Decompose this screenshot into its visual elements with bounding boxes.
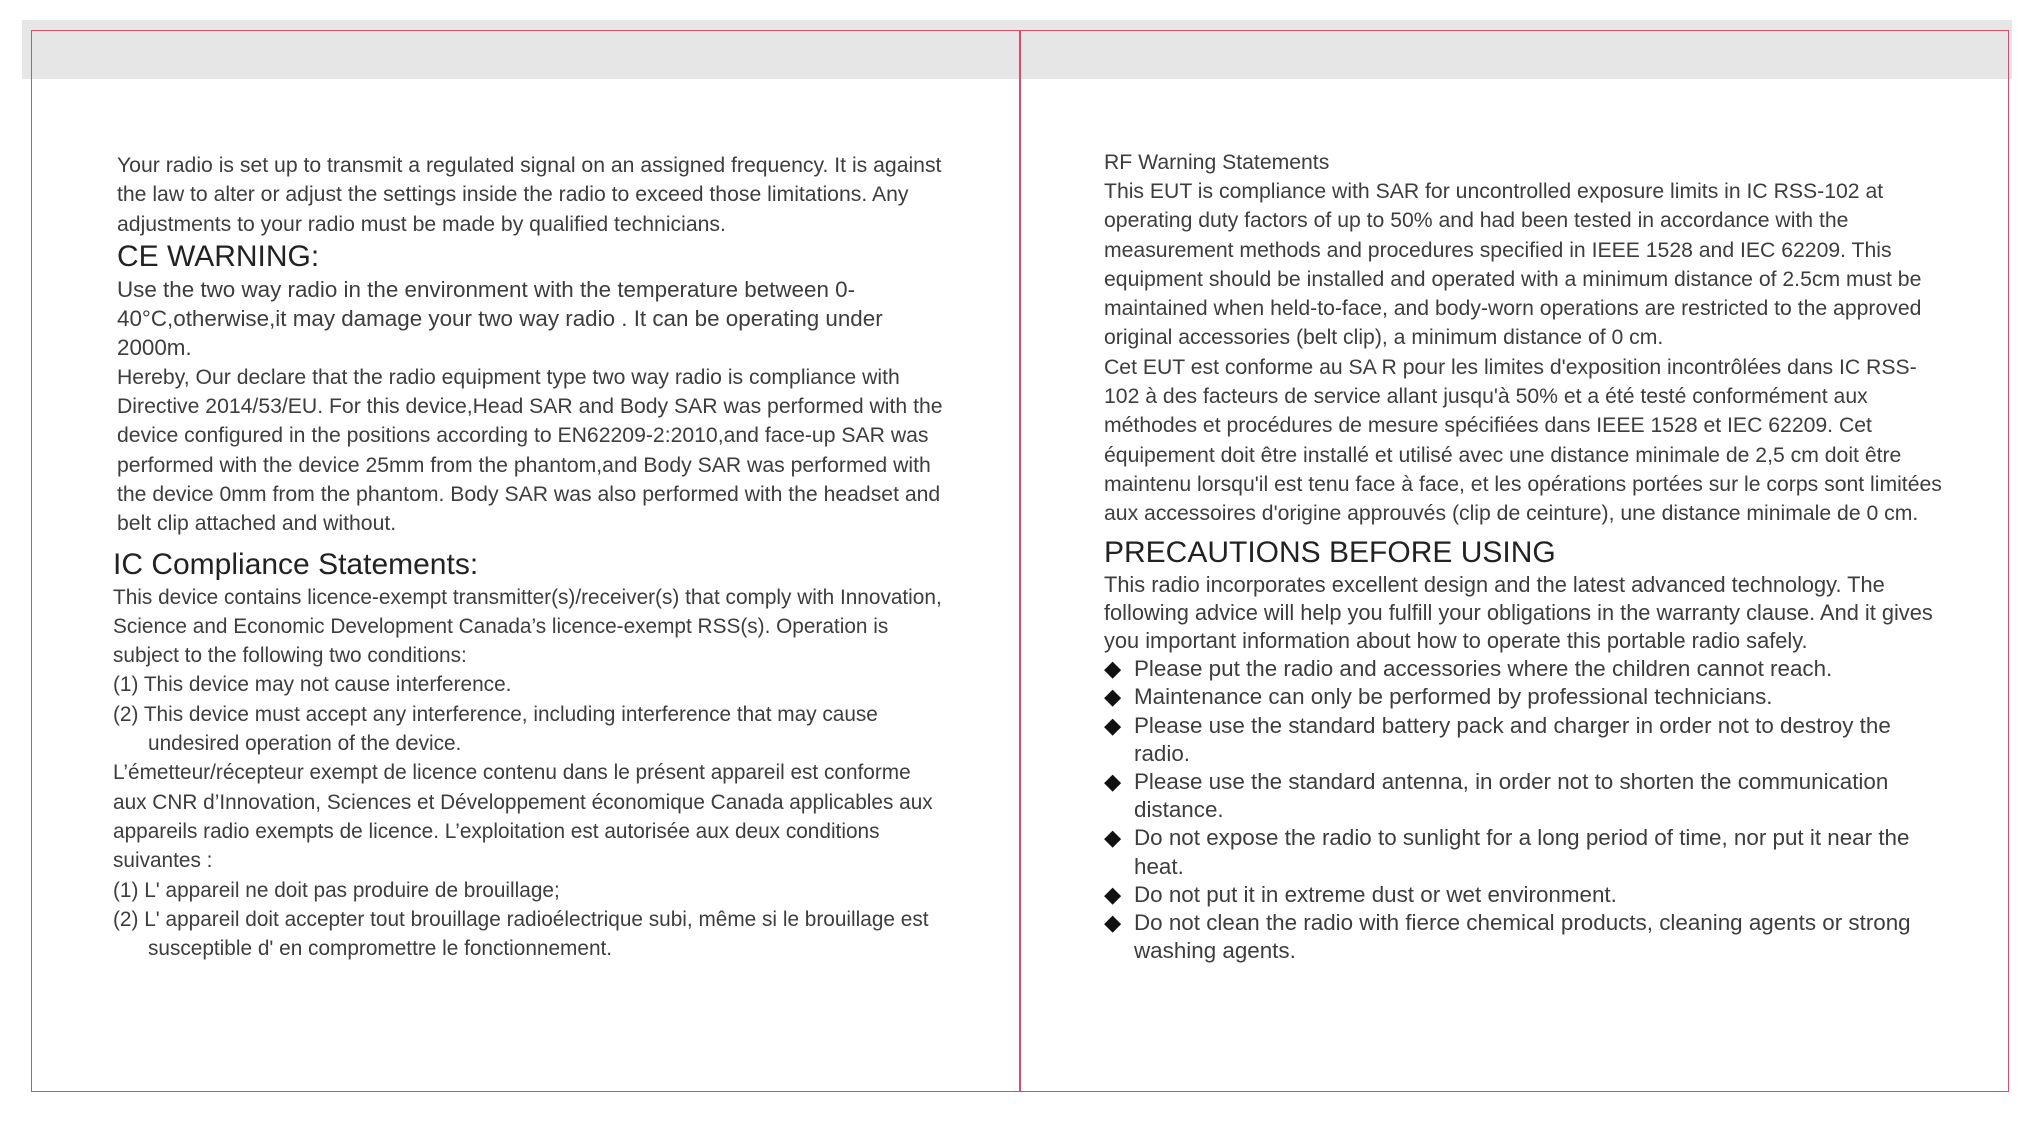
list-item: ◆ Do not expose the radio to sunlight for a long period of time, nor put it near the heat. <box>1104 825 1910 879</box>
list-item: ◆ Maintenance can only be performed by professional technicians. <box>1104 683 1944 711</box>
left-page-content <box>113 151 947 963</box>
precautions-intro: This radio incorporates excellent design and the latest advanced technology. The following advice will help you fulfill your obligations in the warranty clause. And it gives you important information about how to operate this portable radio safely. <box>1104 571 1933 653</box>
diamond-bullet-icon: ◆ <box>1104 684 1122 710</box>
ce-temperature-paragraph: Use the two way radio in the environment with the temperature between 0-40°C,otherwise,it may damage your two way radio . It can be operating under 2000m. <box>117 276 883 361</box>
diamond-bullet-icon: ◆ <box>1104 910 1122 935</box>
diamond-bullet-icon: ◆ <box>1104 712 1122 738</box>
list-item: ◆ Do not put it in extreme dust or wet environment. <box>1104 881 1944 909</box>
diamond-bullet-icon: ◆ <box>1104 656 1122 682</box>
ic-french-condition-1: (1) L' appareil ne doit pas produire de brouillage; <box>113 878 560 902</box>
ic-compliance-heading: IC Compliance Statements: <box>113 547 479 581</box>
ce-warning-heading: CE WARNING: <box>117 239 320 273</box>
precautions-list <box>1104 655 1944 965</box>
ic-english-condition-2: (2) This device must accept any interference, including interference that may cause undesired operation of the device. <box>113 702 878 756</box>
diamond-bullet-icon: ◆ <box>1104 825 1122 851</box>
diamond-bullet-icon: ◆ <box>1104 768 1122 794</box>
ce-declaration-paragraph: Hereby, Our declare that the radio equipment type two way radio is compliance with Directive 2014/53/EU. For this device,Head SAR and Body SAR was performed with the device configured in the positions according to EN62209-2:2010,and face-up SAR was performed with the device 25mm from the phantom,and Body SAR was performed with the device 0mm from the phantom. Body SAR was also performed with the headset and belt clip attached and without. <box>117 365 943 536</box>
right-page-content <box>1104 148 1944 965</box>
rf-english-paragraph: This EUT is compliance with SAR for uncontrolled exposure limits in IC RSS-102 at operating duty factors of up to 50% and had been tested in accordance with the measurement methods and procedures specified in IEEE 1528 and IEC 62209. This equipment should be installed and operated with a minimum distance of 2.5cm must be maintained when held-to-face, and body-worn operations are restricted to the approved original accessories (belt clip), a minimum distance of 0 cm. <box>1104 180 1922 350</box>
intro-paragraph: Your radio is set up to transmit a regulated signal on an assigned frequency. It is against the law to alter or adjust the settings inside the radio to exceed those limitations. Any adjustments to your radio must be made by qualified technicians. <box>117 154 942 236</box>
rf-french-paragraph: Cet EUT est conforme au SA R pour les limites d'exposition incontrôlées dans IC RSS-102 à des facteurs de service allant jusqu'à 50% et a été testé conformément aux méthodes et procédures de mesure spécifiées dans IEEE 1528 et IEC 62209. Cet équipement doit être installé et utilisé avec une distance minimale de 2,5 cm doit être maintenu lorsqu'il est tenu face à face, et les opérations portées sur le corps sont limitées aux accessoires d'origine approuvés (clip de ceinture), une distance minimale de 0 cm. <box>1104 355 1942 526</box>
precautions-heading: PRECAUTIONS BEFORE USING <box>1104 535 1556 569</box>
ic-french-condition-2: (2) L' appareil doit accepter tout brouillage radioélectrique subi, même si le brouillage est susceptible d' en compromettre le fonctionnement. <box>113 907 929 961</box>
list-item: ◆ Do not clean the radio with fierce chemical products, cleaning agents or strong washing agents. <box>1104 910 1911 964</box>
rf-warning-label: RF Warning Statements <box>1104 151 1330 174</box>
list-item: ◆ Please use the standard antenna, in order not to shorten the communication distance. <box>1104 768 1889 823</box>
list-item: ◆ Please put the radio and accessories where the children cannot reach. <box>1104 655 1944 683</box>
diamond-bullet-icon: ◆ <box>1104 881 1122 907</box>
ic-english-condition-1: (1) This device may not cause interference. <box>113 673 512 697</box>
ic-english-paragraph: This device contains licence-exempt transmitter(s)/receiver(s) that comply with Innovation, Science and Economic Development Canada’s licence-exempt RSS(s). Operation is subject to the following two conditions: <box>113 585 942 668</box>
list-item: ◆ Please use the standard battery pack and charger in order not to destroy the radio. <box>1104 712 1891 766</box>
ic-french-paragraph: L’émetteur/récepteur exempt de licence contenu dans le présent appareil est conforme aux CNR d’Innovation, Sciences et Développement économique Canada applicables aux appareils radio exempts de licence. L’exploitation est autorisée aux deux conditions suivantes : <box>113 761 933 873</box>
